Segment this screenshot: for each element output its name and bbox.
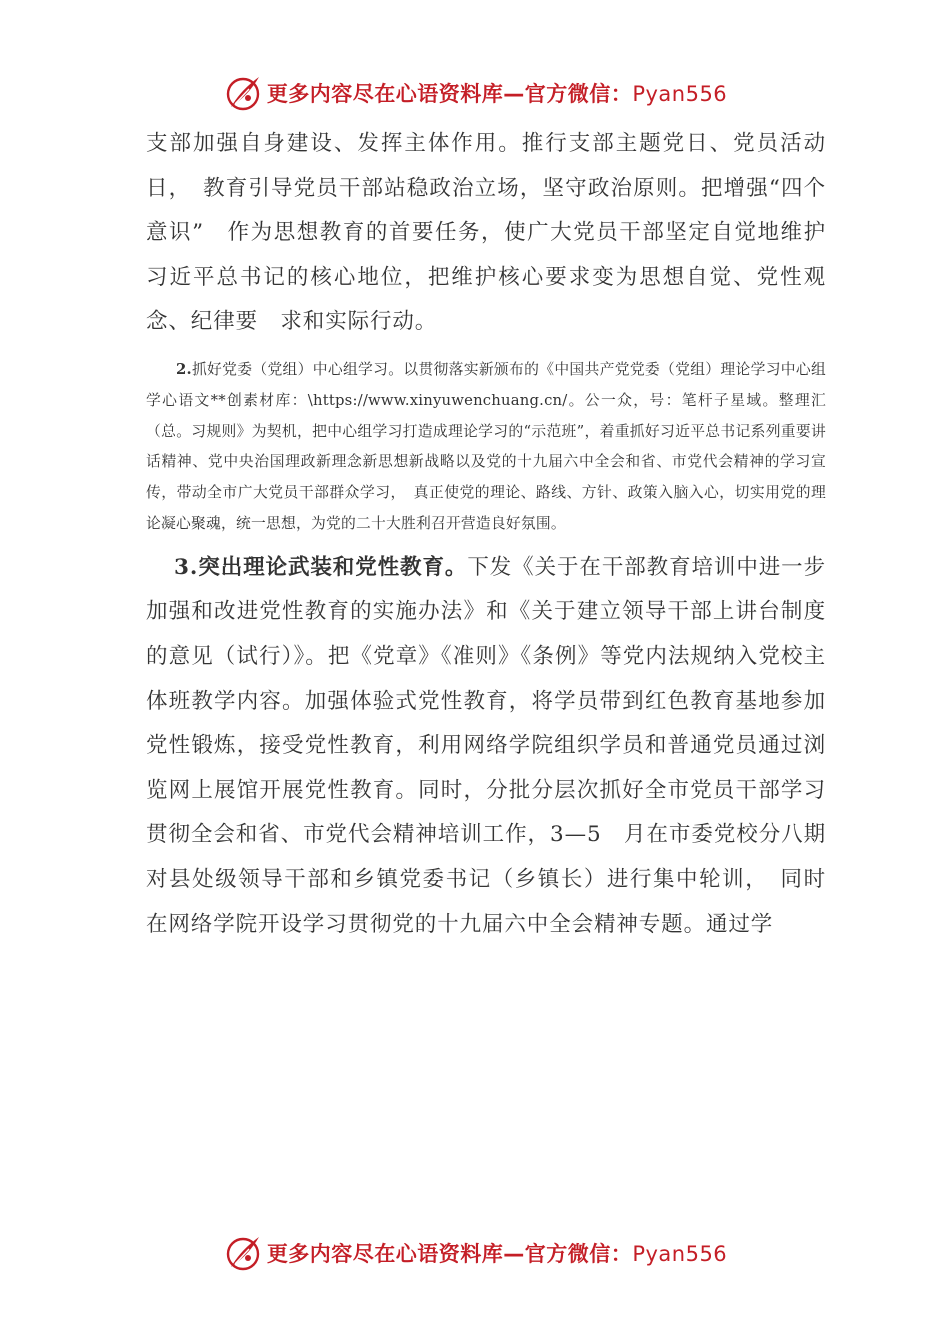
paragraph-3-heading: 突出理论武装和党性教育。 [198, 554, 468, 580]
quill-logo-icon [223, 1233, 263, 1273]
header-banner-text: 更多内容尽在心语资料库—官方微信：Pyan556 [266, 82, 728, 106]
footer-banner [0, 1230, 950, 1276]
document-body [146, 122, 826, 947]
paragraph-2-text: 抓好党委（党组）中心组学习。以贯彻落实新颁布的《中国共产党党委（党组）理论学习中心组学心语文**创素材库：\https://www.xinyuwenchuang.cn/。公一众，号：笔杆子星域。整理汇（总。习规则》为契机，把中心组学习打造成理论学习的“示范班”，着重抓好习近平总书记系列重要讲话精神、党中央治国理政新理念新思想新战略以及党的十九届六中全会和省、市党代会精神的学习宣传，带动全市广大党员干部群众学习， 真正使党的理论、路线、方针、政策入脑入心，切实用党的理论凝心聚魂，统一思想，为党的二十大胜利召开营造良好氛围。 [146, 360, 826, 532]
wechat-id: Pyan556 [632, 82, 728, 106]
wechat-id: Pyan556 [632, 1242, 728, 1266]
paragraph-3-text: 下发《关于在干部教育培训中进一步加强和改进党性教育的实施办法》和《关于建立领导干部上讲台制度的意见（试行）》。把《党章》《准则》《条例》等党内法规纳入党校主体班教学内容。加强体验式党性教育，将学员带到红色教育基地参加党性锻炼，接受党性教育，利用网络学院组织学员和普通党员通过浏览网上展馆开展党性教育。同时，分批分层次抓好全市党员干部学习贯彻全会和省、市党代会精神培训工作，3—5 月在市委党校分八期对县处级领导干部和乡镇党委书记（乡镇长）进行集中轮训， 同时在网络学院开设学习贯彻党的十九届六中全会精神专题。通过学 [146, 554, 826, 937]
item-number-2: 2. [176, 360, 192, 378]
item-number-3: 3. [174, 554, 199, 580]
header-banner [0, 70, 950, 116]
paragraph-1: 支部加强自身建设、发挥主体作用。推行支部主题党日、党员活动日， 教育引导党员干部站稳政治立场，坚守政治原则。把增强“四个意识” 作为思想教育的首要任务，使广大党员干部坚定自觉地维护习近平总书记的核心地位，把维护核心要求变为思想自觉、党性观念、纪律要 求和实际行动。 [146, 131, 826, 335]
footer-banner-text: 更多内容尽在心语资料库—官方微信：Pyan556 [266, 1242, 728, 1266]
quill-logo-icon [223, 73, 263, 113]
paragraph-3 [146, 546, 826, 947]
paragraph-2 [146, 355, 826, 540]
